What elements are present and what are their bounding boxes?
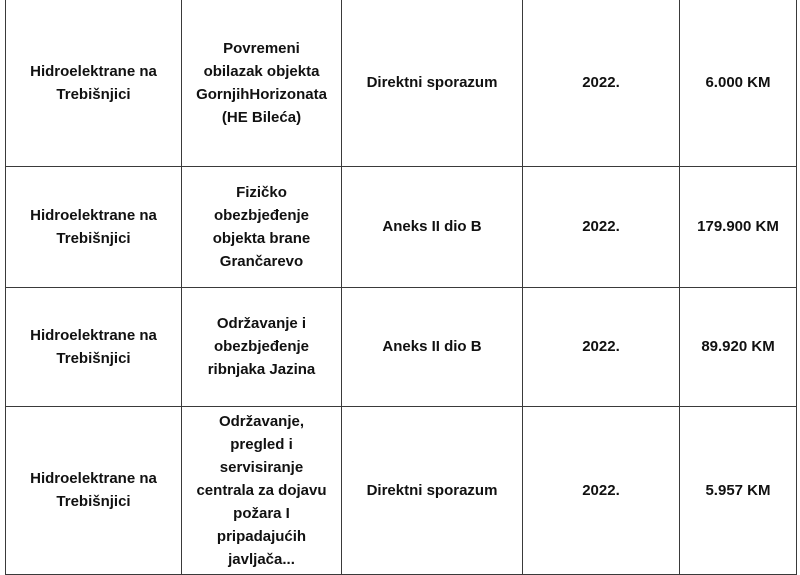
table-row: [6, 287, 797, 406]
value-cell: 5.957 KM: [680, 406, 797, 574]
procurement-table: [5, 0, 797, 575]
company-cell: Hidroelektrane na Trebišnjici: [6, 0, 182, 166]
procedure-cell: Direktni sporazum: [342, 0, 523, 166]
subject-cell: Održavanje, pregled i servisiranje centrala za dojavu požara I pripadajućih javljača...: [182, 406, 342, 574]
table-row: [6, 166, 797, 287]
subject-cell: Povremeni obilazak objekta GornjihHorizonata (HE Bileća): [182, 0, 342, 166]
subject-cell: Održavanje i obezbjeđenje ribnjaka Jazina: [182, 287, 342, 406]
value-cell: 179.900 KM: [680, 166, 797, 287]
table-row: [6, 406, 797, 574]
table-row: [6, 0, 797, 166]
company-cell: Hidroelektrane na Trebišnjici: [6, 166, 182, 287]
subject-cell: Fizičko obezbjeđenje objekta brane Grančarevo: [182, 166, 342, 287]
company-cell: Hidroelektrane na Trebišnjici: [6, 406, 182, 574]
year-cell: 2022.: [523, 166, 680, 287]
company-cell: Hidroelektrane na Trebišnjici: [6, 287, 182, 406]
procedure-cell: Aneks II dio B: [342, 166, 523, 287]
procedure-cell: Direktni sporazum: [342, 406, 523, 574]
year-cell: 2022.: [523, 0, 680, 166]
procedure-cell: Aneks II dio B: [342, 287, 523, 406]
year-cell: 2022.: [523, 406, 680, 574]
value-cell: 6.000 KM: [680, 0, 797, 166]
year-cell: 2022.: [523, 287, 680, 406]
value-cell: 89.920 KM: [680, 287, 797, 406]
